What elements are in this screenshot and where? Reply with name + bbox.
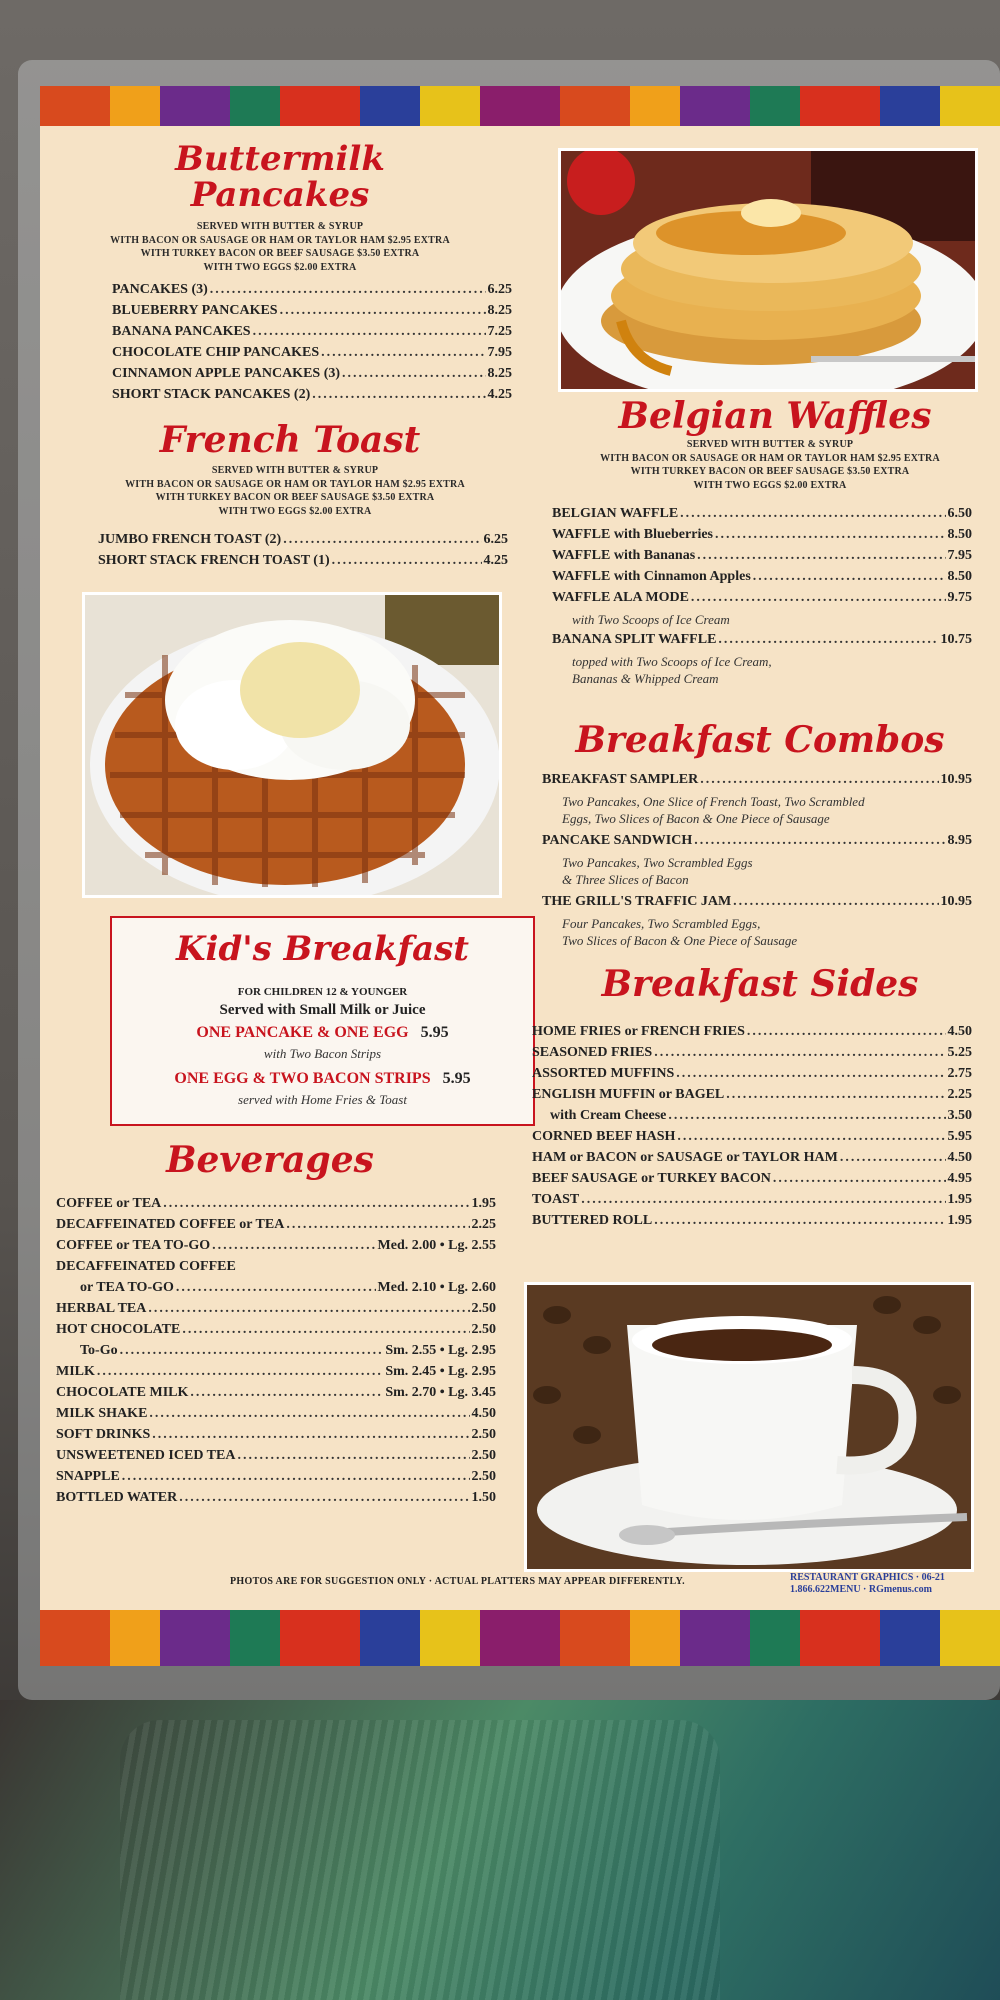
kids-served: Served with Small Milk or Juice (219, 1002, 426, 1018)
dot-leader (182, 1322, 469, 1338)
item-name: CHOCOLATE MILK (56, 1385, 189, 1400)
item-description: with Two Scoops of Ice Cream (572, 612, 730, 627)
dot-leader (176, 1280, 376, 1296)
menu-item (532, 1024, 972, 1045)
kids-item2 (112, 1070, 533, 1088)
item-price: 4.95 (947, 1171, 972, 1186)
item-price: 2.25 (947, 1087, 972, 1102)
menu-item (56, 1322, 496, 1343)
note-line: WITH BACON OR SAUSAGE OR HAM OR TAYLOR HAM $2.95 EXTRA (110, 234, 450, 246)
dot-leader (718, 632, 938, 648)
waffles-list (552, 506, 972, 687)
item-name: CHOCOLATE CHIP PANCAKES (112, 345, 320, 360)
dot-leader (212, 1238, 375, 1254)
menu-item (56, 1238, 496, 1259)
item-name: BOTTLED WATER (56, 1490, 178, 1505)
dot-leader (700, 772, 938, 788)
menu-item (56, 1364, 496, 1385)
menu-item (112, 303, 512, 324)
menu-item (56, 1490, 496, 1511)
item-name: MILK SHAKE (56, 1406, 148, 1421)
item-name: BANANA SPLIT WAFFLE (552, 632, 717, 647)
item-price: 10.95 (940, 772, 972, 787)
item-name: WAFFLE with Blueberries (552, 527, 713, 542)
item-price: 2.50 (471, 1448, 496, 1463)
decorative-fruit-band-bottom (40, 1610, 1000, 1666)
printer-credit-line1: RESTAURANT GRAPHICS · 06-21 (790, 1572, 945, 1583)
item-price: 8.50 (947, 569, 972, 584)
menu-item (552, 569, 972, 590)
item-name: BUTTERED ROLL (532, 1213, 653, 1228)
dot-leader (149, 1406, 469, 1422)
menu-item (532, 1150, 972, 1171)
dot-leader (691, 590, 946, 606)
menu-item (56, 1427, 496, 1448)
pancakes-title-line2: Pancakes (190, 174, 370, 215)
kids-item2-price: 5.95 (442, 1070, 471, 1087)
note-line: WITH BACON OR SAUSAGE OR HAM OR TAYLOR HAM $2.95 EXTRA (600, 452, 940, 464)
menu-item (532, 1192, 972, 1213)
menu-item (98, 553, 508, 574)
item-name: ENGLISH MUFFIN or BAGEL (532, 1087, 725, 1102)
kids-breakfast-box (110, 916, 535, 1126)
dot-leader (726, 1087, 945, 1103)
menu-item (542, 894, 972, 915)
printer-credit-line2: 1.866.622MENU · RGmenus.com (790, 1584, 932, 1595)
item-price: 4.25 (487, 387, 512, 402)
menu-item (112, 324, 512, 345)
menu-item (552, 632, 972, 653)
menu-item (56, 1196, 496, 1217)
menu-item (112, 366, 512, 387)
item-name: BANANA PANCAKES (112, 324, 251, 339)
dot-leader (286, 1217, 469, 1233)
dot-leader (668, 1108, 945, 1124)
dot-leader (321, 345, 485, 361)
menu-item (56, 1280, 496, 1301)
note-line: WITH TURKEY BACON OR BEEF SAUSAGE $3.50 EXTRA (140, 248, 420, 259)
item-price: 5.25 (947, 1045, 972, 1060)
menu-item (56, 1469, 496, 1490)
beverages-list (56, 1196, 496, 1511)
item-name: HAM or BACON or SAUSAGE or TAYLOR HAM (532, 1150, 838, 1165)
item-price: 8.25 (487, 366, 512, 381)
coffee-photo (524, 1282, 974, 1572)
dot-leader (680, 506, 945, 522)
item-price: 4.50 (471, 1406, 496, 1421)
dot-leader (122, 1469, 470, 1485)
dot-leader (210, 282, 486, 298)
note-line: WITH BACON OR SAUSAGE OR HAM OR TAYLOR HAM $2.95 EXTRA (125, 478, 465, 490)
dot-leader (332, 553, 482, 569)
menu-item (56, 1301, 496, 1322)
dot-leader (312, 387, 485, 403)
item-price: 9.75 (947, 590, 972, 605)
kids-item2-name: ONE EGG & TWO BACON STRIPS (174, 1070, 431, 1087)
item-price: 1.95 (947, 1192, 972, 1207)
item-name: COFFEE or TEA TO-GO (56, 1238, 211, 1253)
note-line: WITH TURKEY BACON OR BEEF SAUSAGE $3.50 EXTRA (155, 492, 435, 503)
item-name: WAFFLE ALA MODE (552, 590, 689, 605)
menu-item (112, 282, 512, 303)
item-price: 2.50 (471, 1427, 496, 1442)
item-description: Two Slices of Bacon & One Piece of Sausage (562, 933, 798, 948)
item-price: 10.95 (940, 894, 972, 909)
item-name: To-Go (80, 1343, 118, 1358)
item-price: 3.50 (947, 1108, 972, 1123)
dot-leader (733, 894, 938, 910)
kids-title: Kid's Breakfast (175, 929, 469, 969)
item-name: HOT CHOCOLATE (56, 1322, 181, 1337)
dot-leader (280, 303, 486, 319)
item-name: THE GRILL'S TRAFFIC JAM (542, 894, 732, 909)
item-price: 4.50 (947, 1150, 972, 1165)
menu-item (532, 1129, 972, 1150)
item-price: 2.50 (471, 1322, 496, 1337)
item-name: CINNAMON APPLE PANCAKES (3) (112, 366, 341, 381)
item-price: Sm. 2.45 • Lg. 2.95 (385, 1364, 496, 1379)
menu-item (56, 1385, 496, 1406)
item-name: PANCAKES (3) (112, 282, 208, 297)
dot-leader (654, 1213, 945, 1229)
note-line: SERVED WITH BUTTER & SYRUP (211, 465, 379, 476)
item-price: 1.95 (947, 1213, 972, 1228)
item-name: BLUEBERRY PANCAKES (112, 303, 278, 318)
waffle-illustration (85, 595, 502, 898)
item-price: 8.25 (487, 303, 512, 318)
item-name: BREAKFAST SAMPLER (542, 772, 699, 787)
item-price: 8.50 (947, 527, 972, 542)
combos-list (542, 772, 972, 949)
item-name: COFFEE or TEA (56, 1196, 162, 1211)
item-description: Two Pancakes, One Slice of French Toast, Two Scrambled (562, 794, 865, 809)
note-line: WITH TWO EGGS $2.00 EXTRA (693, 479, 847, 491)
dot-leader (190, 1385, 383, 1401)
item-price: 7.95 (947, 548, 972, 563)
french-toast-notes (95, 464, 495, 518)
dot-leader (163, 1196, 469, 1212)
item-description: Four Pancakes, Two Scrambled Eggs, (562, 916, 761, 931)
item-name: TOAST (532, 1192, 580, 1207)
photo-disclaimer: PHOTOS ARE FOR SUGGESTION ONLY · ACTUAL PLATTERS MAY APPEAR DIFFERENTLY. (230, 1576, 685, 1587)
item-description: topped with Two Scoops of Ice Cream, (572, 654, 772, 669)
item-name: CORNED BEEF HASH (532, 1129, 676, 1144)
item-name: MILK (56, 1364, 95, 1379)
item-price: 7.25 (487, 324, 512, 339)
dot-leader (676, 1066, 945, 1082)
item-price: Sm. 2.55 • Lg. 2.95 (385, 1343, 496, 1358)
dot-leader (152, 1427, 469, 1443)
item-price: 2.75 (947, 1066, 972, 1081)
item-price: 1.50 (471, 1490, 496, 1505)
printer-credit (790, 1572, 945, 1596)
item-price: 4.50 (947, 1024, 972, 1039)
menu-item (532, 1066, 972, 1087)
menu-item (98, 532, 508, 553)
item-price: Sm. 2.70 • Lg. 3.45 (385, 1385, 496, 1400)
menu-item (532, 1045, 972, 1066)
dot-leader (697, 548, 945, 564)
menu-page (40, 86, 1000, 1666)
item-price: 6.25 (487, 282, 512, 297)
item-price: 1.95 (471, 1196, 496, 1211)
waffle-photo (82, 592, 502, 898)
kids-item1-price: 5.95 (420, 1024, 449, 1041)
waffles-notes (560, 438, 980, 492)
kids-item2-desc: served with Home Fries & Toast (238, 1092, 407, 1107)
pancakes-notes (100, 220, 460, 274)
dot-leader (753, 569, 946, 585)
menu-item (552, 590, 972, 611)
sides-title: Breakfast Sides (601, 963, 919, 1005)
dot-leader (342, 366, 485, 382)
item-price: 6.25 (483, 532, 508, 547)
dot-leader (120, 1343, 384, 1359)
note-line: WITH TURKEY BACON OR BEEF SAUSAGE $3.50 EXTRA (630, 466, 910, 477)
item-description: Two Pancakes, Two Scrambled Eggs (562, 855, 753, 870)
dot-leader (283, 532, 481, 548)
item-price: 2.25 (471, 1217, 496, 1232)
item-description: Eggs, Two Slices of Bacon & One Piece of Sausage (562, 811, 830, 826)
menu-item (532, 1108, 972, 1129)
menu-item (532, 1087, 972, 1108)
note-line: SERVED WITH BUTTER & SYRUP (686, 439, 854, 450)
menu-item (56, 1406, 496, 1427)
coffee-illustration (527, 1285, 974, 1572)
french-toast-title: French Toast (159, 419, 421, 461)
tablecloth-texture (120, 1720, 720, 2000)
pancakes-title-line1: Buttermilk (175, 139, 385, 179)
menu-item (112, 387, 512, 408)
dot-leader (677, 1129, 945, 1145)
item-name: SOFT DRINKS (56, 1427, 151, 1442)
note-line: SERVED WITH BUTTER & SYRUP (196, 221, 364, 232)
item-name: DECAFFEINATED COFFEE (56, 1259, 236, 1274)
item-name: WAFFLE with Cinnamon Apples (552, 569, 751, 584)
menu-item (56, 1343, 496, 1364)
item-price: 5.95 (947, 1129, 972, 1144)
dot-leader (237, 1448, 469, 1464)
item-name: PANCAKE SANDWICH (542, 833, 693, 848)
combos-title: Breakfast Combos (575, 719, 945, 761)
pancakes-list (112, 282, 512, 408)
waffles-title: Belgian Waffles (618, 395, 932, 437)
item-name: HERBAL TEA (56, 1301, 147, 1316)
dot-leader (97, 1364, 383, 1380)
dot-leader (840, 1150, 946, 1166)
item-price: 10.75 (940, 632, 972, 647)
pancakes-title (170, 139, 390, 215)
item-name: SEASONED FRIES (532, 1045, 653, 1060)
menu-item (532, 1171, 972, 1192)
dot-leader (715, 527, 946, 543)
beverages-title: Beverages (166, 1139, 374, 1181)
menu-item (56, 1259, 496, 1280)
dot-leader (747, 1024, 946, 1040)
menu-item (56, 1448, 496, 1469)
decorative-fruit-band-top (40, 86, 1000, 126)
item-name: SHORT STACK FRENCH TOAST (1) (98, 553, 330, 568)
note-line: WITH TWO EGGS $2.00 EXTRA (203, 261, 357, 273)
item-name: SNAPPLE (56, 1469, 120, 1484)
menu-item (552, 506, 972, 527)
french-toast-list (98, 532, 508, 574)
menu-item (56, 1217, 496, 1238)
menu-item (542, 833, 972, 854)
item-price: 4.25 (483, 553, 508, 568)
item-description: & Three Slices of Bacon (562, 872, 689, 887)
dot-leader (179, 1490, 469, 1506)
item-price: Med. 2.00 • Lg. 2.55 (377, 1238, 496, 1253)
item-name: HOME FRIES or FRENCH FRIES (532, 1024, 745, 1039)
item-name: or TEA TO-GO (80, 1280, 174, 1295)
kids-item1 (112, 1024, 533, 1042)
menu-item (542, 772, 972, 793)
menu-item (112, 345, 512, 366)
menu-item (532, 1213, 972, 1234)
sides-list (532, 1024, 972, 1234)
item-name: DECAFFEINATED COFFEE or TEA (56, 1217, 285, 1232)
item-price: 7.95 (487, 345, 512, 360)
kids-note: FOR CHILDREN 12 & YOUNGER (237, 986, 408, 998)
item-name: BELGIAN WAFFLE (552, 506, 679, 521)
kids-item1-desc: with Two Bacon Strips (263, 1046, 382, 1061)
dot-leader (581, 1192, 945, 1208)
item-name: ASSORTED MUFFINS (532, 1066, 675, 1081)
item-price: 2.50 (471, 1469, 496, 1484)
item-price: 2.50 (471, 1301, 496, 1316)
dot-leader (694, 833, 945, 849)
menu-item (552, 548, 972, 569)
item-name: SHORT STACK PANCAKES (2) (112, 387, 311, 402)
dot-leader (253, 324, 486, 340)
item-name: WAFFLE with Bananas (552, 548, 696, 563)
dot-leader (148, 1301, 469, 1317)
note-line: WITH TWO EGGS $2.00 EXTRA (218, 505, 372, 517)
item-price: 8.95 (947, 833, 972, 848)
dot-leader (654, 1045, 945, 1061)
dot-leader (773, 1171, 946, 1187)
kids-item1-name: ONE PANCAKE & ONE EGG (196, 1024, 409, 1041)
pancake-illustration (561, 151, 978, 392)
item-name: JUMBO FRENCH TOAST (2) (98, 532, 282, 547)
menu-item (552, 527, 972, 548)
item-name: BEEF SAUSAGE or TURKEY BACON (532, 1171, 771, 1186)
item-description: Bananas & Whipped Cream (572, 671, 719, 686)
item-name: UNSWEETENED ICED TEA (56, 1448, 236, 1463)
item-name: with Cream Cheese (550, 1108, 667, 1123)
pancake-photo (558, 148, 978, 392)
item-price: 6.50 (947, 506, 972, 521)
item-price: Med. 2.10 • Lg. 2.60 (377, 1280, 496, 1295)
